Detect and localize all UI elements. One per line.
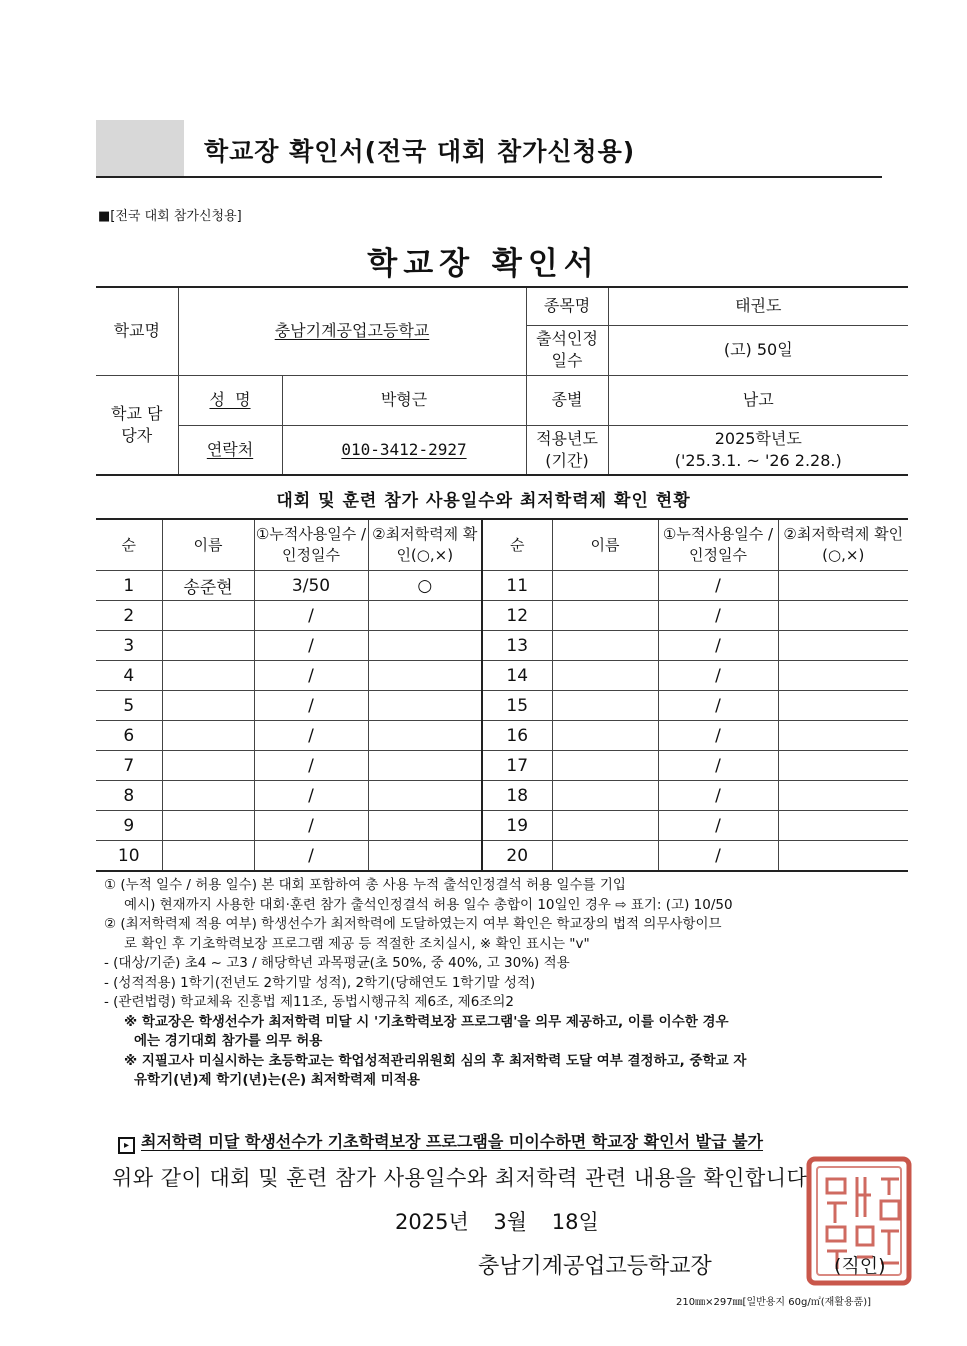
cell-usage: / bbox=[254, 841, 368, 872]
cell-name: 송준현 bbox=[162, 571, 254, 601]
cell-name bbox=[162, 601, 254, 631]
cell-check bbox=[778, 781, 908, 811]
cell-check bbox=[368, 691, 482, 721]
form-tag: ■[전국 대회 참가신청용] bbox=[98, 209, 242, 224]
cell-no: 5 bbox=[96, 691, 162, 721]
header-name: 이름 bbox=[552, 519, 658, 571]
cell-no: 13 bbox=[482, 631, 552, 661]
cell-no: 2 bbox=[96, 601, 162, 631]
section-heading: 대회 및 훈련 참가 사용일수와 최저학력제 확인 현황 bbox=[276, 491, 691, 511]
cell-no: 10 bbox=[96, 841, 162, 872]
cell-no: 17 bbox=[482, 751, 552, 781]
note-grade-apply: - (성적적용) 1학기(전년도 2학기말 성적), 2학기(당해연도 1학기말 성적) bbox=[104, 974, 536, 991]
cell-name bbox=[162, 721, 254, 751]
cell-usage: / bbox=[658, 631, 778, 661]
participant-table bbox=[96, 518, 908, 872]
cell-name bbox=[552, 661, 658, 691]
document-title: 학교장 확인서 bbox=[367, 246, 600, 282]
warning-text: 최저학력 미달 학생선수가 기초학력보장 프로그램을 미이수하면 학교장 확인서 발급 불가 bbox=[141, 1132, 764, 1151]
table-row bbox=[96, 631, 908, 661]
table-row bbox=[96, 841, 908, 872]
cell-usage: / bbox=[254, 691, 368, 721]
cell-usage: / bbox=[658, 721, 778, 751]
header-usage: ①누적사용일수 /인정일수 bbox=[254, 519, 368, 571]
note-elementary: ※ 지필고사 미실시하는 초등학교는 학업성적관리위원회 심의 후 최저학력 도달 여부 결정하고, 중학교 자 bbox=[124, 1052, 747, 1069]
cell-name bbox=[162, 751, 254, 781]
cell-usage: / bbox=[254, 721, 368, 751]
cell-no: 6 bbox=[96, 721, 162, 751]
cell-check bbox=[368, 781, 482, 811]
cell-no: 18 bbox=[482, 781, 552, 811]
header-check: ②최저학력제 확인(○,×) bbox=[778, 519, 908, 571]
contact-label: 연락처 bbox=[206, 439, 254, 459]
cell-usage: / bbox=[658, 751, 778, 781]
cell-no: 8 bbox=[96, 781, 162, 811]
cell-check bbox=[778, 691, 908, 721]
table-row bbox=[96, 691, 908, 721]
cell-name bbox=[552, 781, 658, 811]
cell-usage: / bbox=[658, 691, 778, 721]
note-2: ② (최저학력제 적용 여부) 학생선수가 최저학력에 도달하였는지 여부 확인은 학교장의 법적 의무사항이므 bbox=[104, 916, 722, 932]
manager-label: 학교 담당자 bbox=[96, 375, 178, 475]
cell-usage: / bbox=[254, 811, 368, 841]
table-row bbox=[96, 811, 908, 841]
attendance-label: 출석인정 일수 bbox=[526, 325, 608, 375]
cell-check: ○ bbox=[368, 571, 482, 601]
cell-no: 19 bbox=[482, 811, 552, 841]
header-name: 이름 bbox=[162, 519, 254, 571]
cell-no: 20 bbox=[482, 841, 552, 872]
sport-value: 태권도 bbox=[608, 287, 908, 325]
cell-check bbox=[778, 841, 908, 872]
arrow-box-icon: ▸ bbox=[118, 1137, 135, 1154]
cell-check bbox=[368, 751, 482, 781]
cell-name bbox=[162, 781, 254, 811]
cell-name bbox=[162, 691, 254, 721]
date-month: 3월 bbox=[493, 1210, 528, 1234]
cell-no: 16 bbox=[482, 721, 552, 751]
cell-check bbox=[778, 751, 908, 781]
note-1-example: 예시) 현재까지 사용한 대회·훈련 참가 출석인정결석 허용 일수 총합이 10일인 경우 ⇨ 표기: (고) 10/50 bbox=[124, 896, 733, 913]
sport-label: 종목명 bbox=[526, 287, 608, 325]
cell-check bbox=[778, 661, 908, 691]
cell-usage: / bbox=[254, 601, 368, 631]
period-value: ('25.3.1. ~ '26 2.28.) bbox=[674, 450, 842, 470]
note-1: ① (누적 일수 / 허용 일수) 본 대회 포함하여 총 사용 누적 출석인정결석 허용 일수를 기입 bbox=[104, 877, 626, 893]
cell-usage: / bbox=[658, 781, 778, 811]
cell-check bbox=[778, 601, 908, 631]
cell-name bbox=[552, 841, 658, 872]
note-law: - (관련법령) 학교체육 진흥법 제11조, 동법시행규칙 제6조, 제6조의2 bbox=[104, 994, 514, 1010]
cell-no: 4 bbox=[96, 661, 162, 691]
date-year: 2025년 bbox=[395, 1210, 469, 1234]
note-2-continued: 로 확인 후 기초학력보장 프로그램 제공 등 적절한 조치실시, ※ 확인 표시는 "v" bbox=[124, 935, 590, 952]
cell-no: 14 bbox=[482, 661, 552, 691]
cell-no: 7 bbox=[96, 751, 162, 781]
header-bar bbox=[96, 120, 882, 178]
cell-usage: / bbox=[658, 571, 778, 601]
cell-usage: / bbox=[658, 811, 778, 841]
cell-no: 12 bbox=[482, 601, 552, 631]
header-no: 순 bbox=[96, 519, 162, 571]
cell-usage: / bbox=[254, 781, 368, 811]
note-target: - (대상/기준) 초4 ~ 고3 / 해당학년 과목평균(초 50%, 중 40%, 고 30%) 적용 bbox=[104, 955, 570, 971]
cell-check bbox=[778, 571, 908, 601]
seal-note: (직인) bbox=[834, 1255, 886, 1277]
cell-check bbox=[778, 631, 908, 661]
cell-check bbox=[778, 811, 908, 841]
cell-no: 11 bbox=[482, 571, 552, 601]
paper-spec: 210㎜×297㎜[일반용지 60g/㎡(재활용품)] bbox=[676, 1297, 872, 1308]
cell-usage: / bbox=[254, 661, 368, 691]
cell-name bbox=[552, 571, 658, 601]
cell-check bbox=[368, 841, 482, 872]
cell-check bbox=[368, 631, 482, 661]
cell-usage: / bbox=[658, 661, 778, 691]
cell-no: 3 bbox=[96, 631, 162, 661]
signer-name: 충남기계공업고등학교장 bbox=[478, 1254, 712, 1279]
cell-name bbox=[552, 601, 658, 631]
info-table bbox=[96, 286, 908, 476]
manager-name: 박형근 bbox=[282, 375, 526, 425]
cell-name bbox=[552, 751, 658, 781]
table-row bbox=[96, 721, 908, 751]
table-body bbox=[96, 571, 908, 872]
table-row bbox=[96, 781, 908, 811]
contact-value: 010-3412-2927 bbox=[341, 439, 467, 459]
header-usage: ①누적사용일수 /인정일수 bbox=[658, 519, 778, 571]
cell-check bbox=[368, 661, 482, 691]
year-value: 2025학년도 bbox=[714, 428, 802, 448]
cell-name bbox=[162, 661, 254, 691]
gender-label: 종별 bbox=[526, 375, 608, 425]
date-day: 18일 bbox=[551, 1210, 599, 1234]
school-name: 충남기계공업고등학교 bbox=[274, 321, 430, 341]
confirm-text: 위와 같이 대회 및 훈련 참가 사용일수와 최저학력 관련 내용을 확인합니다 bbox=[112, 1166, 808, 1190]
table-row bbox=[96, 601, 908, 631]
cell-name bbox=[552, 631, 658, 661]
cell-name bbox=[162, 811, 254, 841]
cell-name bbox=[552, 691, 658, 721]
cell-check bbox=[778, 721, 908, 751]
notes bbox=[104, 876, 914, 1091]
cell-check bbox=[368, 811, 482, 841]
cell-no: 1 bbox=[96, 571, 162, 601]
cell-name bbox=[552, 811, 658, 841]
header-check: ②최저학력제 확인(○,×) bbox=[368, 519, 482, 571]
cell-name bbox=[162, 841, 254, 872]
cell-usage: 3/50 bbox=[254, 571, 368, 601]
table-header-row bbox=[96, 519, 908, 571]
header-title: 학교장 확인서(전국 대회 참가신청용) bbox=[204, 137, 636, 166]
header-shade bbox=[96, 120, 184, 176]
warning-line bbox=[118, 1129, 763, 1154]
cell-name bbox=[162, 631, 254, 661]
cell-check bbox=[368, 601, 482, 631]
cell-usage: / bbox=[658, 601, 778, 631]
year-label: 적용년도 (기간) bbox=[526, 425, 608, 475]
cell-usage: / bbox=[254, 631, 368, 661]
school-label: 학교명 bbox=[96, 287, 178, 375]
note-elementary-continued: 유학기(년)제 학기(년)는(은) 최저학력제 미적용 bbox=[134, 1072, 420, 1088]
cell-name bbox=[552, 721, 658, 751]
header-no: 순 bbox=[482, 519, 552, 571]
gender-value: 남고 bbox=[608, 375, 908, 425]
name-label: 성 명 bbox=[209, 390, 251, 409]
cell-no: 9 bbox=[96, 811, 162, 841]
table-row bbox=[96, 661, 908, 691]
note-principal-duty: ※ 학교장은 학생선수가 최저학력 미달 시 '기초학력보장 프로그램'을 의무 제공하고, 이를 이수한 경우 bbox=[124, 1013, 729, 1030]
table-row bbox=[96, 751, 908, 781]
cell-usage: / bbox=[254, 751, 368, 781]
issue-date bbox=[395, 1206, 617, 1236]
cell-check bbox=[368, 721, 482, 751]
cell-usage: / bbox=[658, 841, 778, 872]
note-principal-duty-continued: 에는 경기대회 참가를 의무 허용 bbox=[134, 1033, 323, 1049]
table-row bbox=[96, 571, 908, 601]
cell-no: 15 bbox=[482, 691, 552, 721]
attendance-value: (고) 50일 bbox=[608, 325, 908, 375]
